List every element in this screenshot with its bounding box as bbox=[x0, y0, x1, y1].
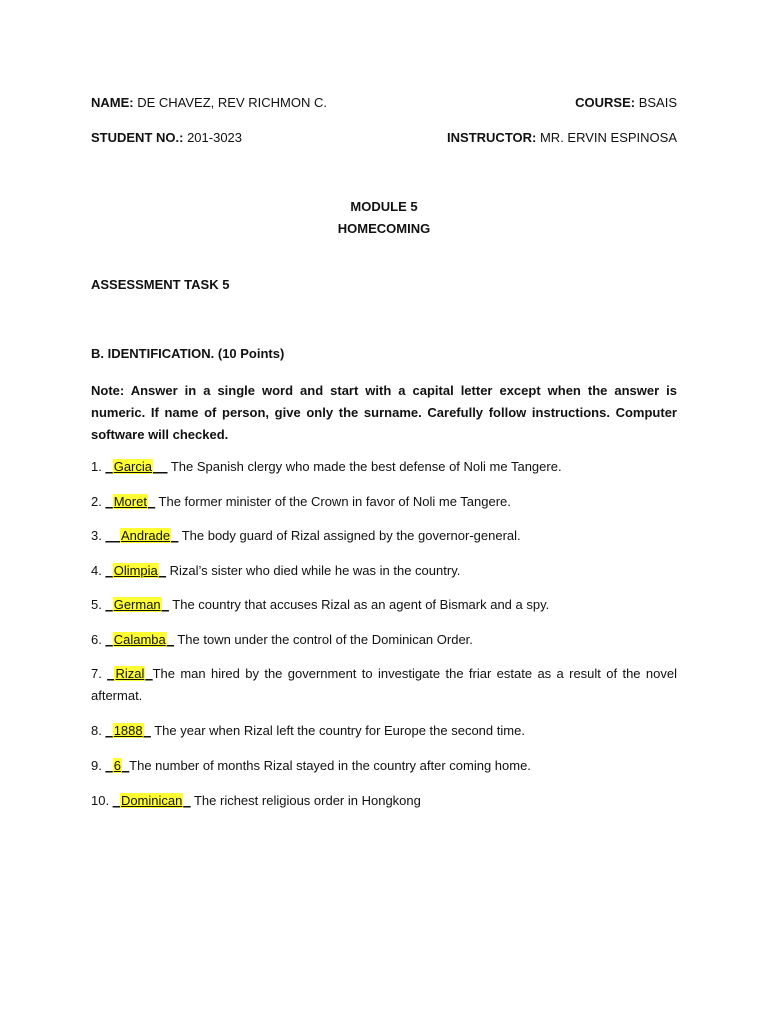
answer-highlight: Dominican bbox=[120, 793, 183, 808]
item-number: 1. bbox=[91, 459, 102, 474]
answer-highlight: Garcia bbox=[113, 459, 152, 474]
answer-blank-pre: _ bbox=[105, 723, 113, 738]
answer-blank-post: _ bbox=[121, 758, 130, 773]
module-subtitle: HOMECOMING bbox=[337, 221, 431, 236]
item-text: The town under the control of the Dominican Order. bbox=[173, 632, 473, 647]
header-row-student bbox=[91, 129, 677, 147]
answer-blank-pre: __ bbox=[105, 528, 120, 543]
answer-blank-post: _ bbox=[143, 723, 151, 738]
item-text: The number of months Rizal stayed in the country after coming home. bbox=[129, 758, 531, 773]
answer-highlight: Calamba bbox=[113, 632, 166, 647]
item-text: The richest religious order in Hongkong bbox=[190, 793, 421, 808]
question-item-5 bbox=[91, 594, 677, 616]
answer-blank-post: _ bbox=[158, 563, 167, 578]
answer-blank-pre: _ bbox=[105, 758, 113, 773]
answer-blank-post: __ bbox=[153, 459, 168, 474]
question-item-8 bbox=[91, 720, 677, 742]
answer-blank-pre: _ bbox=[105, 494, 113, 509]
answer-highlight: Rizal bbox=[115, 666, 145, 681]
answer-highlight: Moret bbox=[113, 494, 147, 509]
answer-blank-post: _ bbox=[145, 666, 153, 681]
section-heading: B. IDENTIFICATION. (10 Points) bbox=[91, 346, 285, 361]
item-number: 4. bbox=[91, 563, 102, 578]
answer-highlight: 6 bbox=[113, 758, 121, 773]
module-title: MODULE 5 bbox=[350, 199, 418, 214]
question-item-7 bbox=[91, 663, 677, 707]
name-value: DE CHAVEZ, REV RICHMON C. bbox=[133, 95, 327, 110]
question-item-10 bbox=[91, 790, 677, 812]
answer-blank-pre: _ bbox=[105, 597, 113, 612]
student-no-label: STUDENT NO.: bbox=[91, 130, 184, 145]
item-text: The Spanish clergy who made the best defense of Noli me Tangere. bbox=[167, 459, 562, 474]
answer-highlight: Andrade bbox=[120, 528, 171, 543]
item-text: The country that accuses Rizal as an agent of Bismark and a spy. bbox=[168, 597, 550, 612]
answer-blank-post: _ bbox=[183, 793, 191, 808]
answer-blank-pre: _ bbox=[105, 632, 113, 647]
item-text: The year when Rizal left the country for Europe the second time. bbox=[150, 723, 525, 738]
answer-blank-post: _ bbox=[171, 528, 179, 543]
item-number: 10. bbox=[91, 793, 110, 808]
item-number: 8. bbox=[91, 723, 102, 738]
item-number: 5. bbox=[91, 597, 102, 612]
instructions-note: Note: Answer in a single word and start with a capital letter except when the answer is numeric. If name of person, give only the surname. Carefully follow instructions. Computer software will checked. bbox=[91, 383, 677, 442]
answer-highlight: German bbox=[113, 597, 161, 612]
course-label: COURSE: bbox=[575, 95, 636, 110]
answer-highlight: 1888 bbox=[113, 723, 143, 738]
answer-blank-post: _ bbox=[161, 597, 169, 612]
header-row-name bbox=[91, 94, 677, 112]
question-item-4 bbox=[91, 560, 677, 582]
question-item-1 bbox=[91, 456, 677, 478]
item-text: The body guard of Rizal assigned by the governor-general. bbox=[178, 528, 521, 543]
instructor-label: INSTRUCTOR: bbox=[447, 130, 537, 145]
answer-blank-post: _ bbox=[147, 494, 156, 509]
item-text: The man hired by the government to investigate the friar estate as a result of the novel aftermat. bbox=[91, 666, 677, 703]
question-item-9 bbox=[91, 755, 677, 777]
item-number: 7. bbox=[91, 666, 102, 681]
answer-highlight: Olimpia bbox=[113, 563, 158, 578]
answer-blank-post: _ bbox=[166, 632, 174, 647]
item-text: Rizal’s sister who died while he was in the country. bbox=[166, 563, 461, 578]
answer-blank-pre: _ bbox=[105, 563, 113, 578]
question-item-3 bbox=[91, 525, 677, 547]
instructor-field bbox=[447, 129, 677, 147]
student-no-value: 201-3023 bbox=[183, 130, 243, 145]
answer-blank-pre: _ bbox=[112, 793, 120, 808]
instructor-value: MR. ERVIN ESPINOSA bbox=[536, 130, 677, 145]
answer-blank-pre: _ bbox=[105, 459, 113, 474]
name-label: NAME: bbox=[91, 95, 134, 110]
item-number: 2. bbox=[91, 494, 102, 509]
item-number: 6. bbox=[91, 632, 102, 647]
item-text: The former minister of the Crown in favor of Noli me Tangere. bbox=[155, 494, 511, 509]
assessment-heading: ASSESSMENT TASK 5 bbox=[91, 277, 230, 292]
course-value: BSAIS bbox=[635, 95, 677, 110]
question-item-6 bbox=[91, 629, 677, 651]
course-field bbox=[575, 94, 677, 112]
question-item-2 bbox=[91, 491, 677, 513]
answer-blank-pre: _ bbox=[107, 666, 115, 681]
item-number: 9. bbox=[91, 758, 102, 773]
item-number: 3. bbox=[91, 528, 102, 543]
